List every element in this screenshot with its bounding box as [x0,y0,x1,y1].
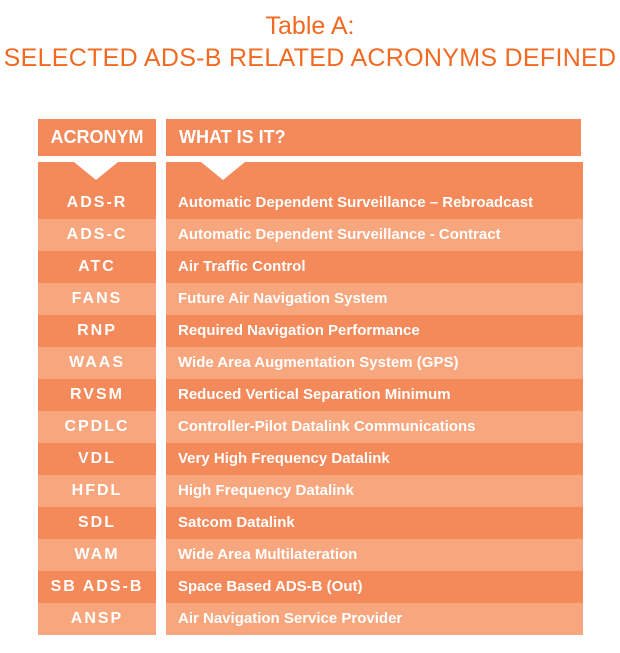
acronym-cell: ATC [38,251,156,283]
definition-cell: Reduced Vertical Separation Minimum [166,379,583,411]
acronym-cell: FANS [38,283,156,315]
acronym-cell: RVSM [38,379,156,411]
definition-cell: Wide Area Multilateration [166,539,583,571]
definition-cell: Satcom Datalink [166,507,583,539]
acronym-cell: ANSP [38,603,156,635]
definition-cell: Required Navigation Performance [166,315,583,347]
down-arrow-icon [201,162,245,180]
header-definition: WHAT IS IT? [166,119,581,156]
definition-cell: Controller-Pilot Datalink Communications [166,411,583,443]
table-caption: Table A: [265,12,355,40]
acronym-cell: VDL [38,443,156,475]
definition-cell: Air Traffic Control [166,251,583,283]
acronym-cell: CPDLC [38,411,156,443]
definition-cell: Automatic Dependent Surveillance - Contract [166,219,583,251]
acronym-cell: SB ADS-B [38,571,156,603]
definition-cell: Air Navigation Service Provider [166,603,583,635]
definition-cell: Wide Area Augmentation System (GPS) [166,347,583,379]
acronym-column [38,162,156,635]
table-row [38,162,156,219]
table-row [166,162,583,219]
definition-cell: Very High Frequency Datalink [166,443,583,475]
down-arrow-icon [74,162,118,180]
acronym-cell: ADS-R [66,194,128,211]
definition-cell: Space Based ADS-B (Out) [166,571,583,603]
table-title: SELECTED ADS-B RELATED ACRONYMS DEFINED [3,44,617,72]
acronym-cell: HFDL [38,475,156,507]
acronym-cell: SDL [38,507,156,539]
acronym-cell: ADS-C [38,219,156,251]
definition-cell: High Frequency Datalink [166,475,583,507]
acronym-cell: RNP [38,315,156,347]
header-acronym: ACRONYM [38,119,156,156]
acronym-cell: WAAS [38,347,156,379]
definition-cell: Future Air Navigation System [166,283,583,315]
definition-column [166,162,583,635]
definition-cell: Automatic Dependent Surveillance – Rebroadcast [178,194,534,211]
acronym-cell: WAM [38,539,156,571]
